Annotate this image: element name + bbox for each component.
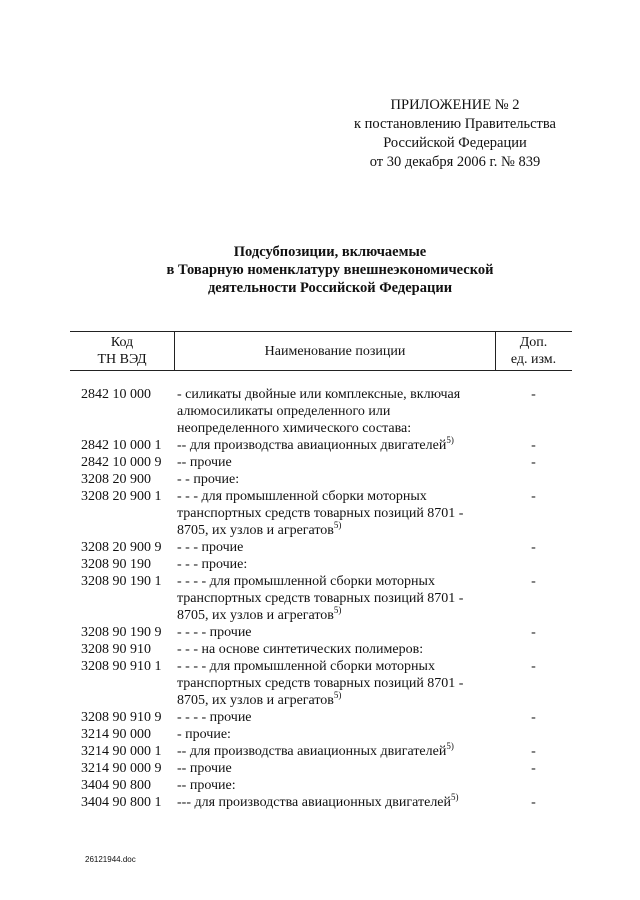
title-line: деятельности Российской Федерации xyxy=(207,280,453,296)
appendix-line: от 30 декабря 2006 г. № 839 xyxy=(369,154,541,170)
row-name-line xyxy=(177,522,495,539)
row-name xyxy=(174,760,495,777)
row-code: 3214 90 000 xyxy=(81,727,151,742)
header-name-label: Наименование позиции xyxy=(264,344,406,359)
row-unit: - xyxy=(531,795,536,810)
table-header xyxy=(70,331,572,371)
row-unit: - xyxy=(531,761,536,776)
row-unit xyxy=(495,556,572,573)
table-body xyxy=(70,386,572,811)
table-row xyxy=(70,777,572,794)
row-code: 3208 90 190 1 xyxy=(81,574,162,589)
row-name-text: транспортных средств товарных позиций 8701 - xyxy=(177,591,464,606)
row-name-text: - - - прочие xyxy=(177,540,244,555)
row-name-line xyxy=(177,471,495,488)
table-row xyxy=(70,454,572,471)
row-name-text: 8705, их узлов и агрегатов xyxy=(177,608,334,623)
row-name-text: алюмосиликаты определенного или xyxy=(177,404,391,419)
row-name-line xyxy=(177,760,495,777)
header-unit-line: Доп. xyxy=(519,335,548,350)
row-name-text: -- для производства авиационных двигателей xyxy=(177,744,447,759)
row-code: 2842 10 000 9 xyxy=(81,455,162,470)
row-code: 3208 90 910 9 xyxy=(81,710,162,725)
table-row xyxy=(70,658,572,709)
table-row xyxy=(70,641,572,658)
row-code: 2842 10 000 1 xyxy=(81,438,162,453)
row-name-text: -- прочие xyxy=(177,761,232,776)
row-name-line xyxy=(177,386,495,403)
appendix-line: к постановлению Правительства xyxy=(354,116,556,132)
row-unit: - xyxy=(531,710,536,725)
row-name-text: - - - - для промышленной сборки моторных xyxy=(177,659,435,674)
row-name-line xyxy=(177,403,495,420)
document-title xyxy=(120,243,540,297)
row-name xyxy=(174,709,495,726)
row-name-line xyxy=(177,709,495,726)
row-unit: - xyxy=(531,574,536,589)
header-unit xyxy=(495,332,572,372)
row-name-line xyxy=(177,556,495,573)
footnote-ref: 5) xyxy=(446,741,454,751)
row-name-text: -- для производства авиационных двигателей xyxy=(177,438,447,453)
row-unit: - xyxy=(531,489,536,504)
row-name xyxy=(174,624,495,641)
footnote-ref: 5) xyxy=(333,690,342,700)
row-name-line xyxy=(177,437,495,454)
row-code: 2842 10 000 xyxy=(81,387,151,402)
row-name-text: - - прочие: xyxy=(177,472,240,487)
row-name-line xyxy=(177,777,495,794)
table-row xyxy=(70,539,572,556)
row-name-line xyxy=(177,641,495,658)
row-name-text: 8705, их узлов и агрегатов xyxy=(177,693,334,708)
header-code-line: Код xyxy=(110,335,134,350)
row-unit: - xyxy=(531,438,536,453)
table-row xyxy=(70,556,572,573)
row-name-text: - - - прочие: xyxy=(177,557,248,572)
row-code: 3208 20 900 9 xyxy=(81,540,162,555)
row-name xyxy=(174,539,495,556)
row-unit xyxy=(495,726,572,743)
row-name-line xyxy=(177,794,495,811)
header-unit-line: ед. изм. xyxy=(510,352,557,367)
row-name xyxy=(174,641,495,658)
table-row xyxy=(70,471,572,488)
row-code: 3208 90 910 1 xyxy=(81,659,162,674)
table-row xyxy=(70,624,572,641)
row-code: 3208 20 900 xyxy=(81,472,151,487)
row-name xyxy=(174,386,495,437)
table-row xyxy=(70,709,572,726)
row-name-line xyxy=(177,488,495,505)
appendix-line: Российской Федерации xyxy=(383,135,527,151)
row-name-text: 8705, их узлов и агрегатов xyxy=(177,523,334,538)
row-name-line xyxy=(177,573,495,590)
row-name-text: -- прочие xyxy=(177,455,232,470)
row-name xyxy=(174,794,495,811)
row-name xyxy=(174,777,495,794)
row-name xyxy=(174,556,495,573)
row-name xyxy=(174,471,495,488)
row-name xyxy=(174,658,495,709)
row-name-line xyxy=(177,743,495,760)
row-name-text: - прочие: xyxy=(177,727,231,742)
row-name-text: - - - - прочие xyxy=(177,625,252,640)
row-name-text: неопределенного химического состава: xyxy=(177,421,412,436)
table-row xyxy=(70,794,572,811)
row-name-text: транспортных средств товарных позиций 8701 - xyxy=(177,676,464,691)
header-name xyxy=(174,332,496,370)
row-unit xyxy=(495,777,572,794)
row-name xyxy=(174,437,495,454)
row-unit xyxy=(495,641,572,658)
row-code: 3404 90 800 1 xyxy=(81,795,162,810)
table-row xyxy=(70,760,572,777)
title-line: в Товарную номенклатуру внешнеэкономической xyxy=(166,262,494,278)
footnote-ref: 5) xyxy=(333,520,342,530)
row-name-text: - силикаты двойные или комплексные, включая xyxy=(177,387,461,402)
row-code: 3214 90 000 1 xyxy=(81,744,162,759)
table-row xyxy=(70,726,572,743)
row-name xyxy=(174,743,495,760)
row-name-line xyxy=(177,624,495,641)
footnote-ref: 5) xyxy=(333,605,342,615)
table-row xyxy=(70,386,572,437)
row-unit xyxy=(495,471,572,488)
appendix-line: ПРИЛОЖЕНИЕ № 2 xyxy=(390,97,520,113)
header-code xyxy=(70,332,174,372)
row-name-text: транспортных средств товарных позиций 8701 - xyxy=(177,506,464,521)
row-code: 3208 90 190 xyxy=(81,557,151,572)
table-row xyxy=(70,437,572,454)
row-unit: - xyxy=(531,540,536,555)
row-code: 3208 90 190 9 xyxy=(81,625,162,640)
row-unit: - xyxy=(531,387,536,402)
row-unit: - xyxy=(531,455,536,470)
footer-filename: 26121944.doc xyxy=(85,855,136,864)
row-name-line xyxy=(177,607,495,624)
title-line: Подсубпозиции, включаемые xyxy=(233,244,427,260)
row-code: 3214 90 000 9 xyxy=(81,761,162,776)
row-name-line xyxy=(177,658,495,675)
footnote-ref: 5) xyxy=(446,435,454,445)
footnote-ref: 5) xyxy=(451,792,459,802)
row-name-text: - - - на основе синтетических полимеров: xyxy=(177,642,424,657)
row-code: 3404 90 800 xyxy=(81,778,151,793)
row-name xyxy=(174,454,495,471)
table-row xyxy=(70,488,572,539)
row-name-line xyxy=(177,454,495,471)
row-unit: - xyxy=(531,744,536,759)
row-code: 3208 90 910 xyxy=(81,642,151,657)
row-name-text: -- прочие: xyxy=(177,778,236,793)
row-name-line xyxy=(177,539,495,556)
table-row xyxy=(70,573,572,624)
row-name-line xyxy=(177,692,495,709)
row-code: 3208 20 900 1 xyxy=(81,489,162,504)
row-name-text: - - - - прочие xyxy=(177,710,252,725)
header-code-line: ТН ВЭД xyxy=(97,352,147,367)
row-name-text: - - - для промышленной сборки моторных xyxy=(177,489,427,504)
row-unit: - xyxy=(531,625,536,640)
row-name-text: - - - - для промышленной сборки моторных xyxy=(177,574,435,589)
row-name-text: --- для производства авиационных двигателей xyxy=(177,795,452,810)
row-name xyxy=(174,488,495,539)
row-name xyxy=(174,573,495,624)
row-unit: - xyxy=(531,659,536,674)
appendix-heading xyxy=(310,96,600,172)
table-row xyxy=(70,743,572,760)
